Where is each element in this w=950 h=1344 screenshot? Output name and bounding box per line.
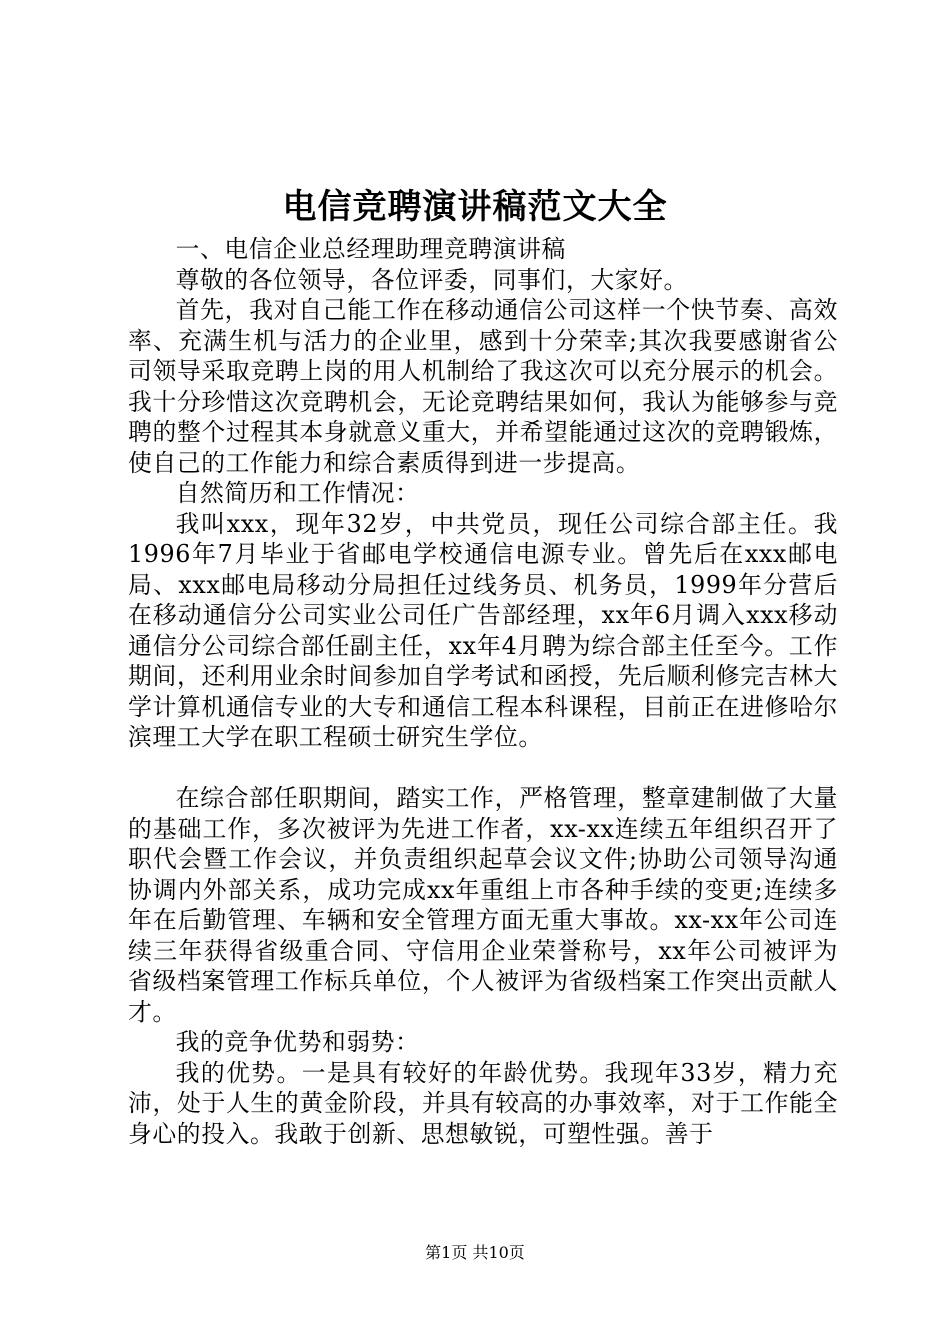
greeting-paragraph: 尊敬的各位领导，各位评委，同事们，大家好。: [175, 265, 688, 294]
strengths-paragraph: 我的优势。一是具有较好的年龄优势。我现年33岁，精力充沛，处于人生的黄金阶段，并具有较高的办事效率，对于工作能全身心的投入。我敢于创新、思想敏锐，可塑性强。善于: [128, 1058, 838, 1148]
intro-paragraph: 首先，我对自己能工作在移动通信公司这样一个快节奏、高效率、充满生机与活力的企业里，感到十分荣幸;其次我要感谢省公司领导采取竞聘上岗的用人机制给了我这次可以充分展示的机会。我十分珍惜这次竞聘机会，无论竞聘结果如何，我认为能够参与竞聘的整个过程其本身就意义重大，并希望能通过这次的竞聘锻炼，使自己的工作能力和综合素质得到进一步提高。: [128, 296, 838, 477]
resume-heading: 自然简历和工作情况：: [175, 479, 420, 507]
document-title: 电信竞聘演讲稿范文大全: [282, 187, 668, 227]
section-heading: 一、电信企业总经理助理竞聘演讲稿: [175, 235, 566, 263]
achievements-paragraph: 在综合部任职期间，踏实工作，严格管理，整章建制做了大量的基础工作，多次被评为先进工作者，xx-xx连续五年组织召开了职代会暨工作会议，并负责组织起草会议文件;协助公司领导沟通协调内外部关系，成功完成xx年重组上市各种手续的变更;连续多年在后勤管理、车辆和安全管理方面无重大事故。xx-xx年公司连续三年获得省级重合同、守信用企业荣誉称号，xx年公司被评为省级档案管理工作标兵单位，个人被评为省级档案工作突出贡献人才。: [128, 784, 838, 1026]
page-number: 第1页 共10页: [425, 1243, 525, 1262]
strengths-heading: 我的竞争优势和弱势：: [175, 1028, 420, 1056]
paragraph-spacer: [128, 753, 838, 784]
document-body: [128, 234, 838, 1149]
resume-paragraph: 我叫xxx，现年32岁，中共党员，现任公司综合部主任。我1996年7月毕业于省邮电学校通信电源专业。曾先后在xxx邮电局、xxx邮电局移动分局担任过线务员、机务员，1999年分营后在移动通信分公司实业公司任广告部经理，xx年6月调入xxx移动通信分公司综合部任副主任，xx年4月聘为综合部主任至今。工作期间，还利用业余时间参加自学考试和函授，先后顺利修完吉林大学计算机通信专业的大专和通信工程本科课程，目前正在进修哈尔滨理工大学在职工程硕士研究生学位。: [128, 509, 838, 751]
